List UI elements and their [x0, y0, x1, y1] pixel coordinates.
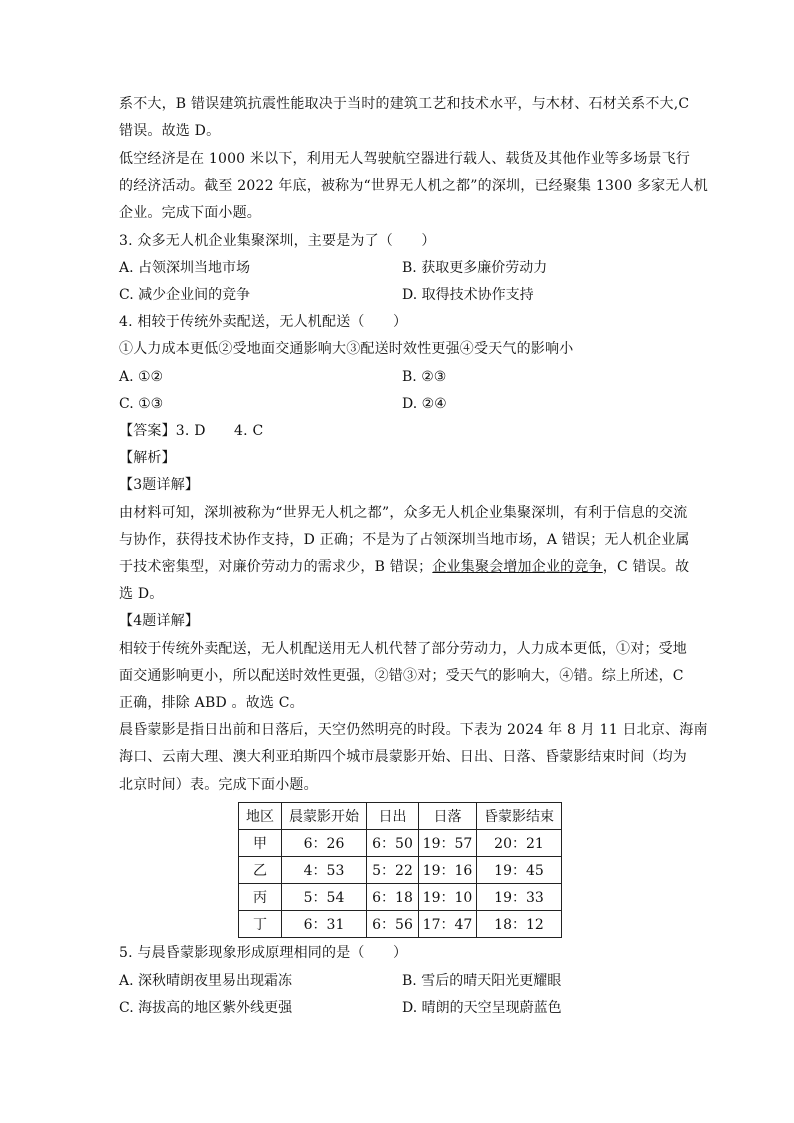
question-4-option-c: C. ①③ — [119, 396, 164, 412]
table-header-cell: 日出 — [367, 803, 419, 830]
table-row — [239, 830, 562, 857]
q3-detail-line: 由材料可知，深圳被称为“世界无人机之都”，众多无人机企业集聚深圳，有利于信息的交流 — [119, 505, 688, 521]
table-cell: 6：50 — [367, 830, 419, 857]
q3-detail-line: 选 D。 — [119, 586, 164, 602]
question-3-option-c: C. 减少企业间的竞争 — [119, 287, 251, 303]
table-cell: 19：16 — [419, 857, 477, 884]
material-line: 晨昏蒙影是指日出前和日落后，天空仍然明亮的时段。下表为 2024 年 8 月 11 日北京、海南 — [119, 722, 708, 738]
table-cell: 19：33 — [477, 884, 562, 911]
q3-detail-heading: 【3题详解】 — [119, 477, 200, 493]
table-cell: 6：56 — [367, 911, 419, 938]
paragraph-line: 系不大，B 错误建筑抗震性能取决于当时的建筑工艺和技术水平，与木材、石材关系不大,C — [119, 96, 690, 112]
q3-detail-text: 于技术密集型，对廉价劳动力的需求少，B 错误； — [119, 559, 433, 575]
table-cell: 丁 — [239, 911, 282, 938]
underlined-text: 企业集聚会增加企业的竞争 — [432, 559, 603, 575]
table-cell: 甲 — [239, 830, 282, 857]
material-line: 海口、云南大理、澳大利亚珀斯四个城市晨蒙影开始、日出、日落、昏蒙影结束时间（均为 — [119, 749, 687, 765]
question-5-option-b: B. 雪后的晴天阳光更耀眼 — [402, 973, 562, 989]
table-cell: 4：53 — [282, 857, 367, 884]
q4-detail-heading: 【4题详解】 — [119, 613, 200, 629]
paragraph-line: 错误。故选 D。 — [119, 123, 221, 139]
answer-line: 【答案】3. D 4. C — [119, 423, 264, 439]
question-5-stem: 5. 与晨昏蒙影现象形成原理相同的是（ ） — [119, 945, 408, 961]
question-3-stem: 3. 众多无人机企业集聚深圳，主要是为了（ ） — [119, 233, 436, 249]
question-3-option-d: D. 取得技术协作支持 — [402, 287, 534, 303]
question-4-stem: 4. 相较于传统外卖配送，无人机配送（ ） — [119, 314, 408, 330]
material-line: 的经济活动。截至 2022 年底，被称为“世界无人机之都”的深圳，已经聚集 1300 多家无人机 — [119, 178, 708, 194]
q4-detail-line: 正确，排除 ABD 。故选 C。 — [119, 695, 304, 711]
table-header-cell: 日落 — [419, 803, 477, 830]
question-4-option-b: B. ②③ — [402, 369, 447, 385]
table-header-cell: 晨蒙影开始 — [282, 803, 367, 830]
table-cell: 20：21 — [477, 830, 562, 857]
q3-detail-line — [119, 558, 689, 576]
q4-detail-line: 相较于传统外卖配送，无人机配送用无人机代替了部分劳动力，人力成本更低，①对；受地 — [119, 641, 687, 657]
table-cell: 丙 — [239, 884, 282, 911]
question-3-option-a: A. 占领深圳当地市场 — [119, 260, 251, 276]
table-cell: 6：31 — [282, 911, 367, 938]
table-cell: 19：57 — [419, 830, 477, 857]
question-5-option-c: C. 海拔高的地区紫外线更强 — [119, 1000, 293, 1016]
question-4-option-d: D. ②④ — [402, 396, 447, 412]
material-line: 企业。完成下面小题。 — [119, 205, 261, 221]
table-cell: 5：54 — [282, 884, 367, 911]
table-header-row — [239, 803, 562, 830]
table-row — [239, 884, 562, 911]
table-cell: 17：47 — [419, 911, 477, 938]
table-header-cell: 地区 — [239, 803, 282, 830]
q4-detail-line: 面交通影响更小，所以配送时效性更强，②错③对；受天气的影响大，④错。综上所述，C — [119, 668, 684, 684]
question-4-option-a: A. ①② — [119, 369, 164, 385]
question-5-option-d: D. 晴朗的天空呈现蔚蓝色 — [402, 1000, 562, 1016]
table-cell: 19：10 — [419, 884, 477, 911]
material-line: 低空经济是在 1000 米以下，利用无人驾驶航空器进行载人、载货及其他作业等多场景飞行 — [119, 151, 691, 167]
question-4-statements: ①人力成本更低②受地面交通影响大③配送时效性更强④受天气的影响小 — [119, 341, 574, 357]
q3-detail-text: ，C 错误。故 — [602, 559, 690, 575]
table-cell: 5：22 — [367, 857, 419, 884]
table-cell: 19：45 — [477, 857, 562, 884]
q3-detail-line: 与协作，获得技术协作支持，D 正确；不是为了占领深圳当地市场，A 错误；无人机企业属 — [119, 532, 690, 548]
table-row — [239, 911, 562, 938]
question-3-option-b: B. 获取更多廉价劳动力 — [402, 260, 548, 276]
table-cell: 乙 — [239, 857, 282, 884]
table-row — [239, 857, 562, 884]
question-5-option-a: A. 深秋晴朗夜里易出现霜冻 — [119, 973, 293, 989]
table-cell: 6：18 — [367, 884, 419, 911]
material-line: 北京时间）表。完成下面小题。 — [119, 777, 318, 793]
twilight-table — [238, 802, 562, 938]
table-header-cell: 昏蒙影结束 — [477, 803, 562, 830]
table-cell: 6：26 — [282, 830, 367, 857]
table-cell: 18：12 — [477, 911, 562, 938]
analysis-heading: 【解析】 — [119, 450, 176, 466]
